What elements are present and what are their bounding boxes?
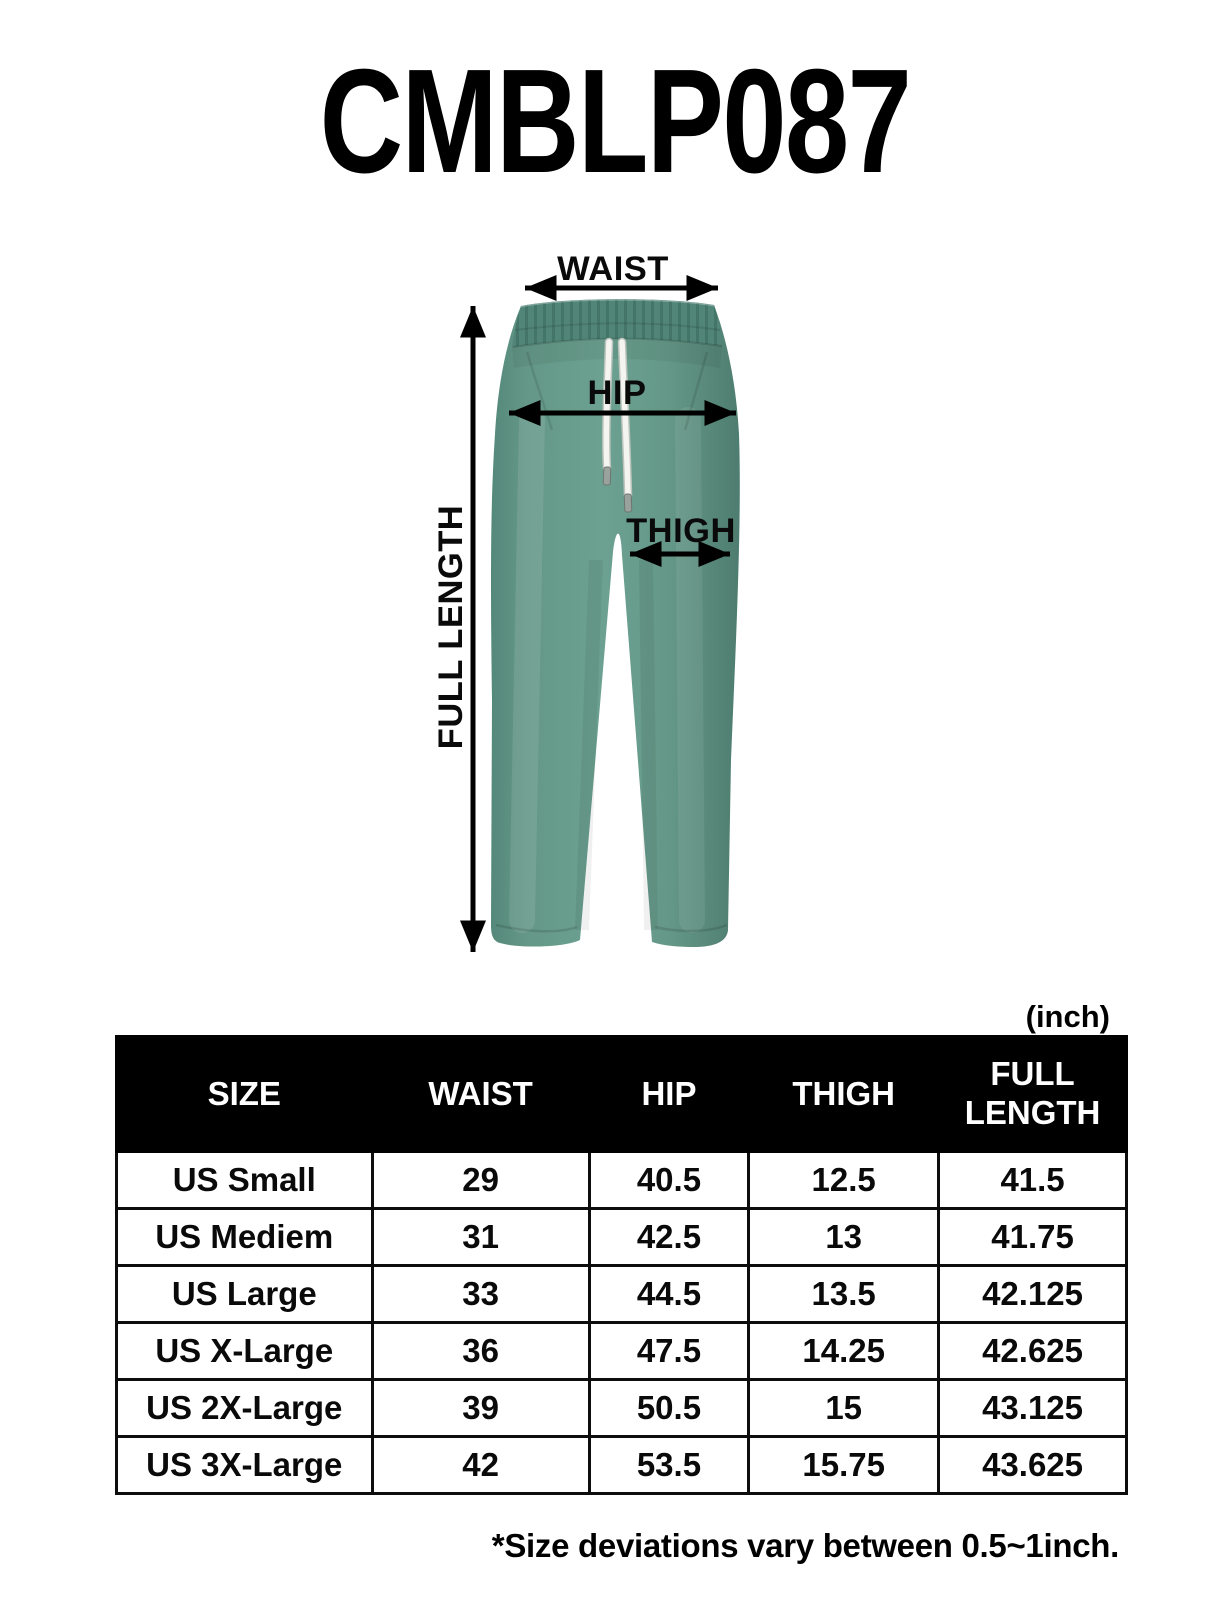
drawstring-left-aglet (603, 467, 611, 485)
size-table-header (117, 1037, 1127, 1152)
table-row-us-mediem (117, 1209, 1127, 1266)
footnote: *Size deviations vary between 0.5~1inch. (491, 1527, 1119, 1564)
left-leg-highlight (522, 420, 532, 920)
cell-full-length: 42.125 (939, 1266, 1127, 1323)
cell-full-length: 43.125 (939, 1380, 1127, 1437)
header-hip: HIP (589, 1037, 749, 1152)
header-full-length: FULL LENGTH (939, 1037, 1127, 1152)
table-row-us-x-large (117, 1323, 1127, 1380)
right-leg-shadow (646, 560, 651, 930)
cell-size: US 2X-Large (117, 1380, 373, 1437)
cell-waist: 33 (372, 1266, 589, 1323)
cell-waist: 39 (372, 1380, 589, 1437)
cell-hip: 53.5 (589, 1437, 749, 1494)
cell-hip: 44.5 (589, 1266, 749, 1323)
cell-size: US Mediem (117, 1209, 373, 1266)
cell-waist: 42 (372, 1437, 589, 1494)
cell-full-length: 41.75 (939, 1209, 1127, 1266)
cell-size: US 3X-Large (117, 1437, 373, 1494)
right-leg-highlight (688, 420, 692, 920)
cell-waist: 31 (372, 1209, 589, 1266)
page-title: CMBLP087 (319, 39, 911, 204)
cell-waist: 36 (372, 1323, 589, 1380)
cell-thigh: 15.75 (749, 1437, 939, 1494)
thigh-label: THIGH (626, 512, 736, 550)
hip-label: HIP (587, 374, 647, 412)
cell-thigh: 15 (749, 1380, 939, 1437)
cell-size: US X-Large (117, 1323, 373, 1380)
header-thigh: THIGH (749, 1037, 939, 1152)
table-row-us-2x-large (117, 1380, 1127, 1437)
cell-size: US Small (117, 1152, 373, 1209)
cell-hip: 42.5 (589, 1209, 749, 1266)
table-row-us-3x-large (117, 1437, 1127, 1494)
cell-size: US Large (117, 1266, 373, 1323)
full-length-label: FULL LENGTH (432, 504, 470, 750)
cell-thigh: 14.25 (749, 1323, 939, 1380)
header-row (117, 1037, 1127, 1152)
cell-hip: 50.5 (589, 1380, 749, 1437)
cell-full-length: 43.625 (939, 1437, 1127, 1494)
table-row-us-small (117, 1152, 1127, 1209)
cell-thigh: 12.5 (749, 1152, 939, 1209)
cell-waist: 29 (372, 1152, 589, 1209)
waist-label: WAIST (557, 250, 669, 288)
cell-full-length: 42.625 (939, 1323, 1127, 1380)
cell-hip: 47.5 (589, 1323, 749, 1380)
size-table-body (117, 1152, 1127, 1494)
cell-full-length: 41.5 (939, 1152, 1127, 1209)
drawstring-right-aglet (624, 494, 632, 512)
cell-thigh: 13.5 (749, 1266, 939, 1323)
cell-hip: 40.5 (589, 1152, 749, 1209)
unit-label: (inch) (1025, 999, 1110, 1034)
size-table (115, 1035, 1128, 1495)
cell-thigh: 13 (749, 1209, 939, 1266)
header-waist: WAIST (372, 1037, 589, 1152)
header-size: SIZE (117, 1037, 373, 1152)
table-row-us-large (117, 1266, 1127, 1323)
